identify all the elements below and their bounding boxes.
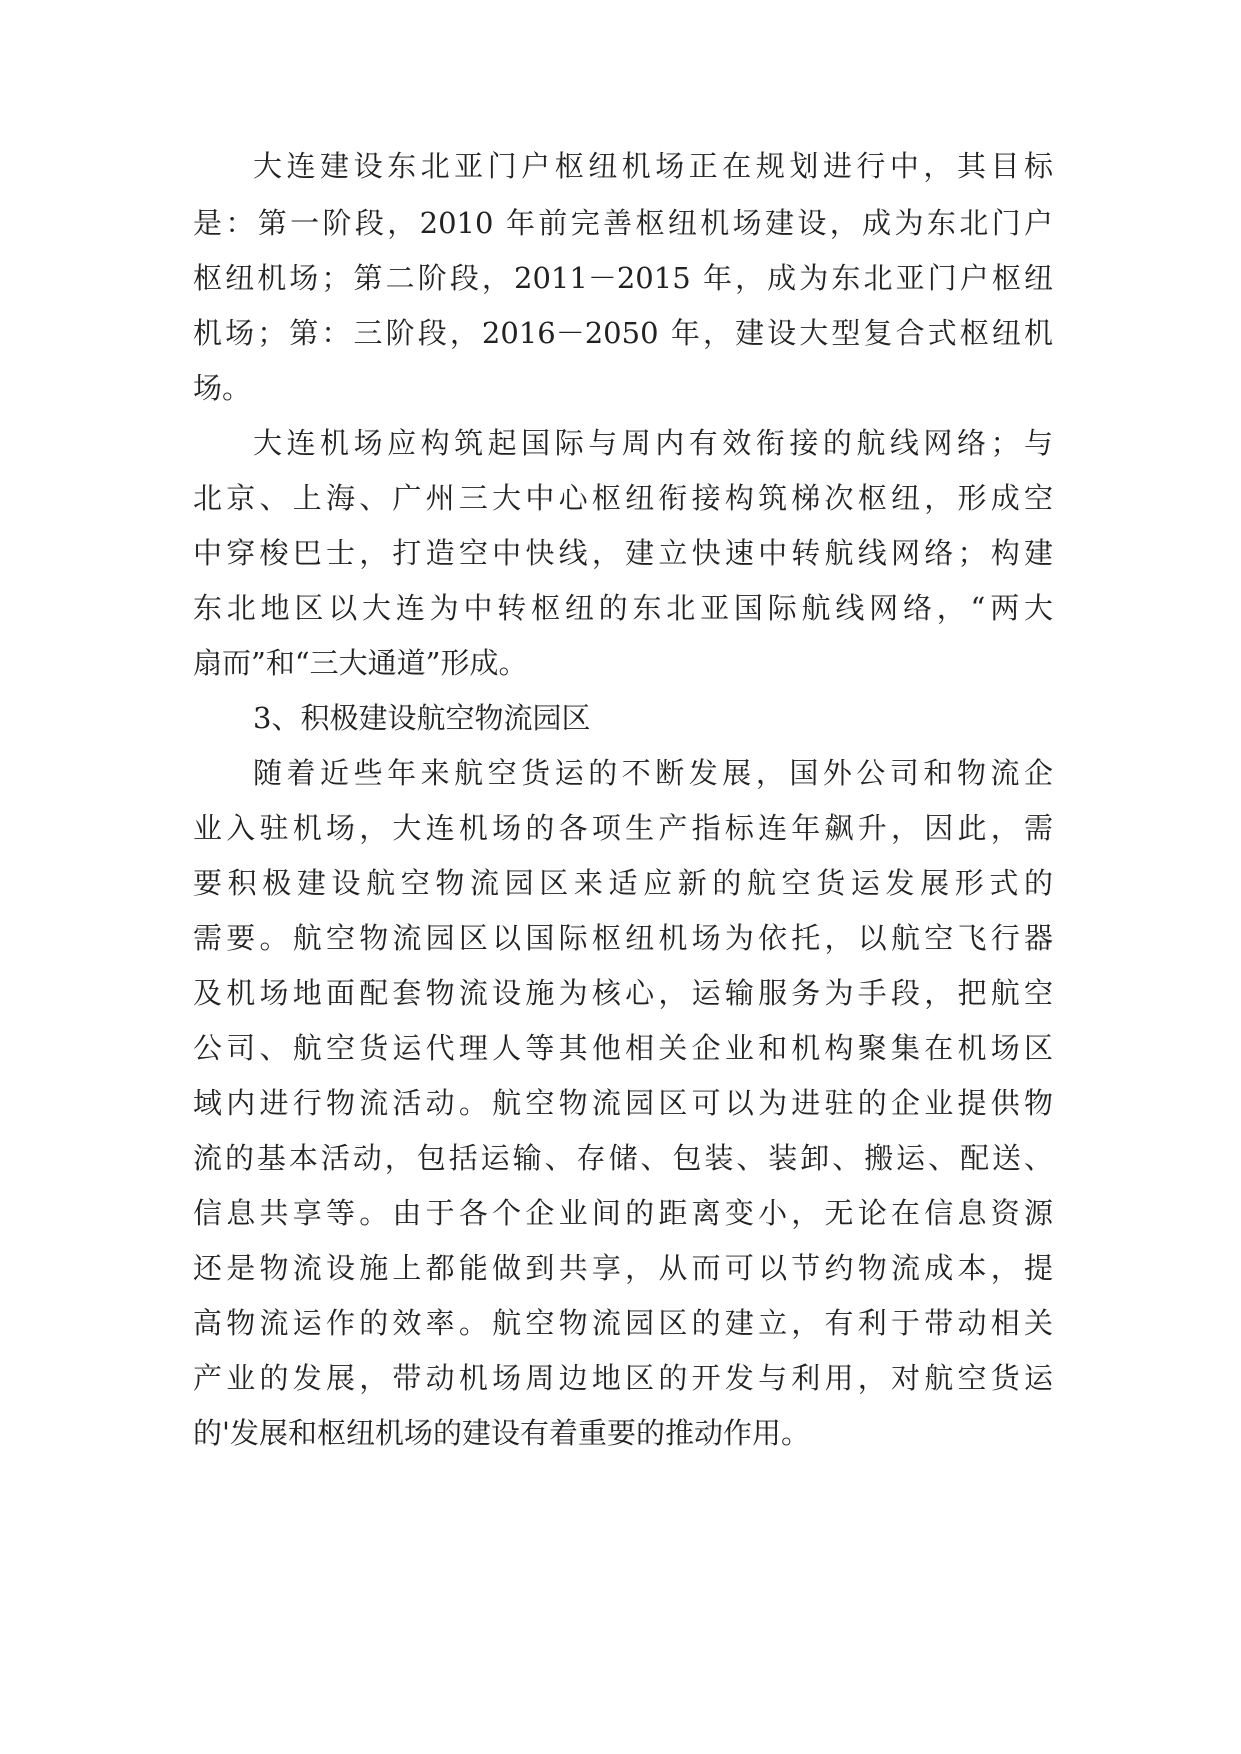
paragraph-2-line-2: 北京、上海、广州三大中心枢纽衔接构筑梯次枢纽，形成空 bbox=[193, 481, 1053, 515]
paragraph-3-line-13: 的'发展和枢纽机场的建设有着重要的推动作用。 bbox=[193, 1416, 810, 1450]
paragraph-3-line-2: 业入驻机场，大连机场的各项生产指标连年飙升，因此，需 bbox=[193, 811, 1053, 845]
section-heading: 3、积极建设航空物流园区 bbox=[253, 701, 591, 735]
paragraph-3-line-5: 及机场地面配套物流设施为核心，运输服务为手段，把航空 bbox=[193, 976, 1053, 1010]
paragraph-2-line-4: 东北地区以大连为中转枢纽的东北亚国际航线网络，“两大 bbox=[193, 591, 1053, 625]
paragraph-3-line-3: 要积极建设航空物流园区来适应新的航空货运发展形式的 bbox=[193, 866, 1053, 900]
paragraph-3-line-11: 高物流运作的效率。航空物流园区的建立，有利于带动相关 bbox=[193, 1306, 1053, 1340]
paragraph-3-line-7: 域内进行物流活动。航空物流园区可以为进驻的企业提供物 bbox=[193, 1086, 1053, 1120]
paragraph-1-line-4: 机场；第：三阶段，2016－2050 年，建设大型复合式枢纽机 bbox=[193, 316, 1053, 350]
paragraph-3-line-1: 随着近些年来航空货运的不断发展，国外公司和物流企 bbox=[253, 756, 1053, 790]
paragraph-3-line-8: 流的基本活动，包括运输、存储、包装、装卸、搬运、配送、 bbox=[193, 1141, 1053, 1175]
paragraph-3-line-10: 还是物流设施上都能做到共享，从而可以节约物流成本，提 bbox=[193, 1251, 1053, 1285]
paragraph-1-line-2: 是：第一阶段，2010 年前完善枢纽机场建设，成为东北门户 bbox=[193, 206, 1053, 240]
paragraph-2-line-5: 扇而”和“三大通道”形成。 bbox=[193, 646, 528, 680]
paragraph-1-line-5: 场。 bbox=[193, 371, 252, 405]
paragraph-2-line-3: 中穿梭巴士，打造空中快线，建立快速中转航线网络；构建 bbox=[193, 536, 1053, 570]
paragraph-1-line-3: 枢纽机场；第二阶段，2011－2015 年，成为东北亚门户枢纽 bbox=[193, 261, 1053, 295]
paragraph-3-line-4: 需要。航空物流园区以国际枢纽机场为依托，以航空飞行器 bbox=[193, 921, 1053, 955]
paragraph-3-line-12: 产业的发展，带动机场周边地区的开发与利用，对航空货运 bbox=[193, 1361, 1053, 1395]
paragraph-1-line-1: 大连建设东北亚门户枢纽机场正在规划进行中，其目标 bbox=[253, 149, 1053, 183]
paragraph-2-line-1: 大连机场应构筑起国际与周内有效衔接的航线网络；与 bbox=[253, 426, 1053, 460]
paragraph-3-line-6: 公司、航空货运代理人等其他相关企业和机构聚集在机场区 bbox=[193, 1031, 1053, 1065]
paragraph-3-line-9: 信息共享等。由于各个企业间的距离变小，无论在信息资源 bbox=[193, 1196, 1053, 1230]
